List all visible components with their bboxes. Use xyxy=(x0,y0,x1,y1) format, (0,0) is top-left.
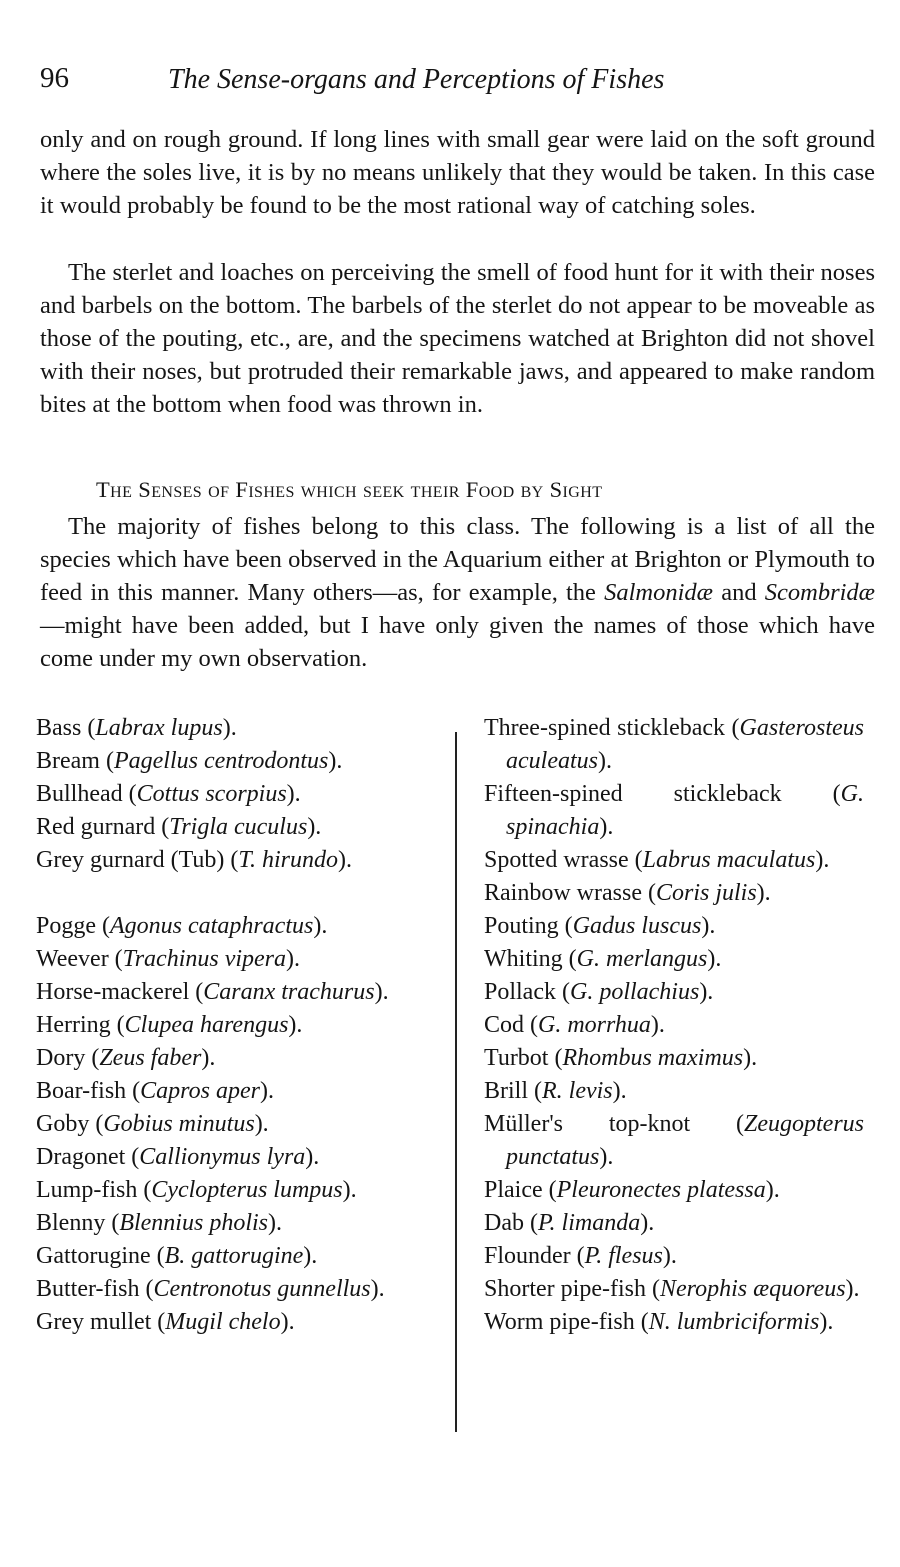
species-entry xyxy=(36,811,446,844)
entry-end: ). xyxy=(374,979,389,1005)
entry-end: ). xyxy=(303,1243,318,1269)
species-entry xyxy=(36,943,446,976)
species-entry xyxy=(484,1240,864,1273)
common-name: Butter-fish ( xyxy=(36,1276,154,1302)
species-entry xyxy=(484,778,864,844)
latin-name: Blennius pholis xyxy=(119,1210,268,1236)
page-number: 96 xyxy=(40,62,69,94)
species-entry xyxy=(484,1207,864,1240)
latin-name: Gobius minutus xyxy=(103,1111,255,1137)
common-name: Grey gurnard (Tub) ( xyxy=(36,847,239,873)
species-entry xyxy=(36,778,446,811)
entry-end: ). xyxy=(268,1210,282,1236)
latin-name: Coris julis xyxy=(655,880,757,906)
entry-end: ). xyxy=(342,1177,357,1203)
species-entry xyxy=(36,1108,446,1141)
common-name: Lump-fish ( xyxy=(36,1177,152,1203)
latin-name: R. levis xyxy=(542,1078,613,1104)
latin-name: Centronotus gunnellus xyxy=(153,1276,371,1302)
entry-end: ). xyxy=(288,1012,303,1038)
entry-end: ). xyxy=(819,1309,834,1335)
entry-end: ). xyxy=(765,1177,780,1203)
latin-name: Mugil chelo xyxy=(165,1309,281,1335)
common-name: Blenny ( xyxy=(36,1210,120,1236)
entry-end: ). xyxy=(286,781,301,807)
common-name: Flounder ( xyxy=(484,1243,585,1269)
entry-end: ). xyxy=(328,748,343,774)
common-name: Fifteen-spined stickleback ( xyxy=(484,781,841,807)
entry-end: ). xyxy=(815,847,830,873)
entry-end: ). xyxy=(337,847,352,873)
family-salmonidae: Salmonidæ xyxy=(604,579,714,606)
entry-end: ). xyxy=(640,1210,655,1236)
species-entry xyxy=(36,1207,446,1240)
common-name: Boar-fish ( xyxy=(36,1078,141,1104)
latin-name: Labrus maculatus xyxy=(642,847,816,873)
species-entry xyxy=(36,1141,446,1174)
species-entry xyxy=(484,1042,864,1075)
latin-name: Labrax lupus xyxy=(95,715,223,741)
entry-end: ). xyxy=(307,814,322,840)
species-entry xyxy=(484,910,864,943)
common-name: Bullhead ( xyxy=(36,781,137,807)
common-name: Goby ( xyxy=(36,1111,104,1137)
species-entry xyxy=(36,1009,446,1042)
species-entry xyxy=(36,1042,446,1075)
common-name: Bass ( xyxy=(36,715,96,741)
common-name: Weever ( xyxy=(36,946,123,972)
latin-name: G. morrhua xyxy=(538,1012,651,1038)
entry-end: ). xyxy=(305,1144,320,1170)
common-name: Horse-mackerel ( xyxy=(36,979,204,1005)
common-name: Worm pipe-fish ( xyxy=(484,1309,649,1335)
entry-end: ). xyxy=(599,814,614,840)
section-heading: The Senses of Fishes which seek their Food by Sight xyxy=(96,477,603,502)
common-name: Red gurnard ( xyxy=(36,814,170,840)
latin-name: Callionymus lyra xyxy=(139,1144,306,1170)
species-entry xyxy=(484,943,864,976)
entry-end: ). xyxy=(201,1045,216,1071)
latin-name: Zeus faber xyxy=(99,1045,202,1071)
common-name: Herring ( xyxy=(36,1012,125,1038)
common-name: Three-spined stickleback ( xyxy=(484,715,740,741)
latin-name: Gadus luscus xyxy=(572,913,702,939)
entry-end: ). xyxy=(286,946,301,972)
intro-text-1: The majority of fishes belong to this class. The following is a list of all the species which have been observed in the Aquarium either at Brighton or Plymouth to feed in this manner. Many others—as, for example, the xyxy=(40,513,875,606)
family-scombridae: Scombridæ xyxy=(764,579,876,606)
latin-name: G. merlangus xyxy=(576,946,708,972)
latin-name: Gasterosteus aculeatus xyxy=(506,715,864,774)
entry-end: ). xyxy=(597,748,612,774)
latin-name: Trigla cuculus xyxy=(169,814,308,840)
latin-name: Rhombus maximus xyxy=(562,1045,744,1071)
latin-name: G. pollachius xyxy=(569,979,700,1005)
latin-name: Cyclopterus lumpus xyxy=(151,1177,343,1203)
species-entry xyxy=(484,1306,864,1339)
entry-end: ). xyxy=(701,913,716,939)
latin-name: Caranx trachurus xyxy=(203,979,375,1005)
paragraph-sterlet: The sterlet and loaches on perceiving the smell of food hunt for it with their noses and barbels on the bottom. The barbels of the sterlet do not appear to be moveable as those of the pouting, etc., are, and the specimens watched at Brighton did not shovel with their noses, but protruded their remarkable jaws, and appeared to make random bites at the bottom when food was thrown in. xyxy=(40,259,875,418)
species-list-right xyxy=(484,712,864,1339)
page-header xyxy=(40,62,870,102)
species-entry xyxy=(36,1273,446,1306)
species-entry xyxy=(36,1306,446,1339)
species-entry xyxy=(36,745,446,778)
entry-end: ). xyxy=(222,715,237,741)
entry-end: ). xyxy=(845,1276,860,1302)
entry-end: ). xyxy=(313,913,328,939)
common-name: Whiting ( xyxy=(484,946,577,972)
latin-name: Agonus cataphractus xyxy=(110,913,314,939)
entry-end: ). xyxy=(707,946,722,972)
common-name: Dory ( xyxy=(36,1045,100,1071)
species-entry xyxy=(36,844,446,877)
common-name: Pollack ( xyxy=(484,979,570,1005)
latin-name: Pleuronectes platessa xyxy=(556,1177,766,1203)
entry-end: ). xyxy=(743,1045,758,1071)
latin-name: Trachinus vipera xyxy=(122,946,287,972)
entry-end: ). xyxy=(662,1243,677,1269)
species-entry xyxy=(484,844,864,877)
common-name: Pogge ( xyxy=(36,913,110,939)
latin-name: B. gattorugine xyxy=(164,1243,304,1269)
latin-name: Nerophis æquoreus xyxy=(659,1276,846,1302)
species-entry xyxy=(484,1108,864,1174)
common-name: Rainbow wrasse ( xyxy=(484,880,656,906)
common-name: Grey mullet ( xyxy=(36,1309,166,1335)
latin-name: Capros aper xyxy=(140,1078,260,1104)
entry-end: ). xyxy=(254,1111,269,1137)
paragraph-soles: only and on rough ground. If long lines with small gear were laid on the soft ground where the soles live, it is by no means unlikely that they would be taken. In this case it would probably be found to be the most rational way of catching soles. xyxy=(40,126,875,219)
latin-name: G. spinachia xyxy=(506,781,864,840)
latin-name: N. lumbriciformis xyxy=(648,1309,820,1335)
latin-name: Clupea harengus xyxy=(124,1012,289,1038)
paragraph-sight-feeders xyxy=(40,510,875,675)
species-entry xyxy=(484,1075,864,1108)
entry-end: ). xyxy=(650,1012,665,1038)
entry-end: ). xyxy=(370,1276,385,1302)
common-name: Müller's top-knot ( xyxy=(484,1111,744,1137)
intro-text-2: —might have been added, but I have only given the names of those which have come under my own observation. xyxy=(40,612,875,672)
species-entry xyxy=(36,910,446,943)
common-name: Brill ( xyxy=(484,1078,542,1104)
entry-end: ). xyxy=(599,1144,614,1170)
species-entry xyxy=(484,1009,864,1042)
species-entry xyxy=(36,1240,446,1273)
common-name: Cod ( xyxy=(484,1012,538,1038)
common-name: Spotted wrasse ( xyxy=(484,847,643,873)
latin-name: T. hirundo xyxy=(238,847,338,873)
common-name: Dab ( xyxy=(484,1210,538,1236)
species-entry xyxy=(36,976,446,1009)
entry-end: ). xyxy=(259,1078,274,1104)
common-name: Pouting ( xyxy=(484,913,573,939)
species-list-left xyxy=(36,712,446,1339)
species-entry xyxy=(484,712,864,778)
entry-end: ). xyxy=(756,880,771,906)
common-name: Bream ( xyxy=(36,748,114,774)
entry-end: ). xyxy=(612,1078,627,1104)
species-entry xyxy=(36,712,446,745)
species-entry xyxy=(484,1174,864,1207)
column-divider xyxy=(455,732,457,1432)
latin-name: P. limanda xyxy=(537,1210,641,1236)
entry-end: ). xyxy=(280,1309,295,1335)
common-name: Turbot ( xyxy=(484,1045,563,1071)
running-title: The Sense-organs and Perceptions of Fishes xyxy=(168,64,665,95)
common-name: Gattorugine ( xyxy=(36,1243,165,1269)
latin-name: Pagellus centrodontus xyxy=(113,748,329,774)
intro-and: and xyxy=(713,579,765,606)
species-entry xyxy=(36,1174,446,1207)
common-name: Shorter pipe-fish ( xyxy=(484,1276,660,1302)
species-entry xyxy=(36,1075,446,1108)
latin-name: Cottus scorpius xyxy=(136,781,287,807)
common-name: Dragonet ( xyxy=(36,1144,140,1170)
species-entry xyxy=(484,877,864,910)
common-name: Plaice ( xyxy=(484,1177,557,1203)
species-entry xyxy=(484,976,864,1009)
latin-name: Zeugopterus punctatus xyxy=(506,1111,864,1170)
entry-end: ). xyxy=(699,979,714,1005)
species-entry xyxy=(484,1273,864,1306)
latin-name: P. flesus xyxy=(584,1243,663,1269)
